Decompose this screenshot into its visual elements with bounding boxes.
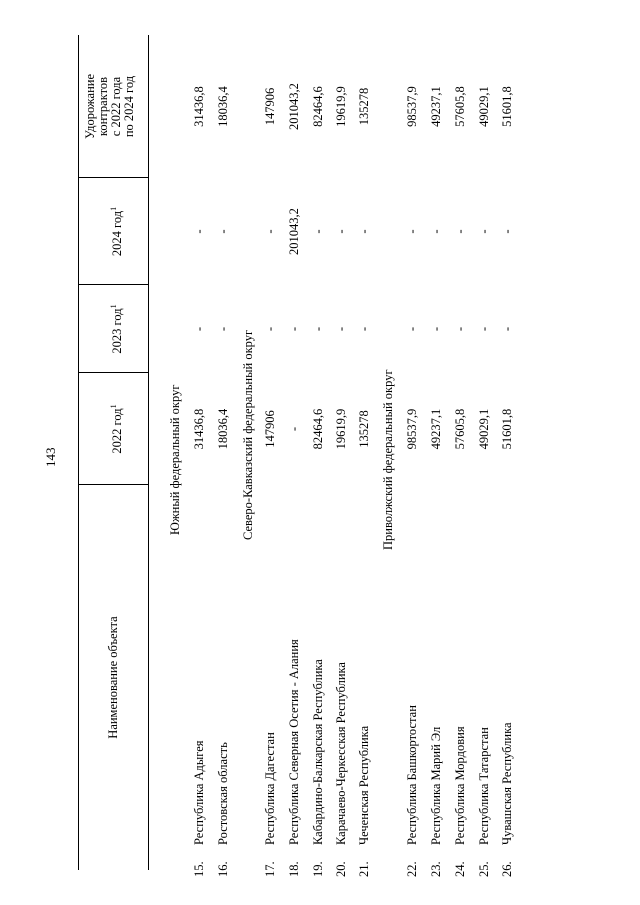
value-2022: 57605,8 — [453, 408, 467, 450]
row-number: 25. — [477, 861, 491, 877]
value-2022: 49029,1 — [477, 408, 491, 450]
value-2023: - — [192, 326, 206, 332]
value-2023: - — [216, 326, 230, 332]
object-name: Республика Северная Осетия - Алания — [287, 639, 301, 845]
footnote-mark: 1 — [109, 304, 118, 309]
row-number: 19. — [311, 861, 325, 877]
header-increase-line1: Удорожание — [83, 74, 97, 140]
value-increase: 147906 — [263, 87, 277, 126]
value-2022: 49237,1 — [429, 408, 443, 450]
value-2022: 18036,4 — [216, 408, 230, 450]
value-2022: 31436,8 — [192, 408, 206, 450]
row-number: 17. — [263, 861, 277, 877]
row-number: 21. — [357, 861, 371, 877]
section-volga: Приволжский федеральный округ — [381, 369, 395, 550]
table-row — [500, 0, 518, 905]
value-increase: 82464,6 — [311, 86, 325, 127]
object-name: Чеченская Республика — [357, 725, 371, 845]
value-increase: 201043,2 — [287, 83, 301, 130]
row-number: 26. — [500, 861, 514, 877]
value-increase: 51601,8 — [500, 86, 514, 127]
header-2024-text: 2024 год — [110, 210, 125, 257]
value-2022: 98537,9 — [405, 408, 419, 450]
value-2024: - — [405, 229, 419, 234]
value-2024: - — [453, 229, 467, 234]
section-north-caucasus: Северо-Кавказский федеральный округ — [241, 329, 255, 540]
row-number: 23. — [429, 861, 443, 877]
page-number: 143 — [43, 447, 58, 467]
value-2022: 147906 — [263, 410, 277, 448]
value-2024: - — [216, 229, 230, 234]
table-row — [334, 0, 352, 905]
value-increase: 49029,1 — [477, 86, 491, 127]
value-2022: 82464,6 — [311, 408, 325, 450]
value-2024: - — [192, 229, 206, 234]
value-2023: - — [311, 326, 325, 332]
object-name: Республика Татарстан — [477, 727, 491, 845]
value-increase: 31436,8 — [192, 86, 206, 127]
table-row — [311, 0, 329, 905]
value-2024: - — [334, 229, 348, 234]
value-2023: - — [334, 326, 348, 332]
value-2022: - — [287, 426, 301, 432]
table-row — [477, 0, 495, 905]
value-2023: - — [477, 326, 491, 332]
header-2022-text: 2022 год — [110, 408, 125, 454]
header-name-text: Наименование объекта — [106, 616, 120, 739]
footnote-mark: 1 — [109, 404, 118, 409]
object-name: Чувашская Республика — [500, 722, 514, 845]
value-2022: 135278 — [357, 410, 371, 448]
value-2024: - — [357, 229, 371, 234]
table-row — [429, 0, 447, 905]
value-2023: - — [500, 326, 514, 332]
object-name: Республика Адыгея — [192, 740, 206, 845]
value-2024: - — [429, 229, 443, 234]
value-increase: 18036,4 — [216, 86, 230, 127]
header-2024 — [107, 178, 124, 285]
value-increase: 57605,8 — [453, 86, 467, 127]
value-2023: - — [405, 326, 419, 332]
value-2023: - — [263, 326, 277, 332]
header-name — [107, 485, 120, 870]
footnote-mark: 1 — [109, 206, 118, 211]
table-row — [192, 0, 210, 905]
value-2024: - — [500, 229, 514, 234]
table-top-border — [78, 35, 79, 870]
value-increase: 135278 — [357, 87, 371, 126]
value-2023: - — [357, 326, 371, 332]
row-number: 20. — [334, 861, 348, 877]
header-increase-line2: контрактов — [96, 76, 110, 137]
value-2023: - — [429, 326, 443, 332]
header-2022 — [107, 373, 124, 485]
header-2023 — [107, 285, 124, 373]
object-name: Кабардино-Балкарская Республика — [311, 659, 325, 845]
object-name: Республика Башкортостан — [405, 705, 419, 845]
table-header-bottom-border — [148, 35, 149, 870]
row-number: 24. — [453, 861, 467, 877]
object-name: Республика Дагестан — [263, 732, 277, 845]
value-2023: - — [453, 326, 467, 332]
table-row — [263, 0, 281, 905]
row-number: 18. — [287, 861, 301, 877]
section-south: Южный федеральный округ — [168, 384, 182, 535]
value-2023: - — [287, 326, 301, 332]
header-increase-line3: с 2022 года — [109, 76, 123, 137]
header-increase-line4: по 2024 год — [122, 75, 136, 138]
header-increase — [84, 35, 136, 178]
value-2024: - — [311, 229, 325, 234]
value-increase: 49237,1 — [429, 86, 443, 127]
value-2022: 19619,9 — [334, 408, 348, 450]
table-row — [405, 0, 423, 905]
value-increase: 19619,9 — [334, 86, 348, 127]
row-number: 22. — [405, 861, 419, 877]
table-row — [287, 0, 305, 905]
header-2023-text: 2023 год — [110, 308, 125, 354]
value-2024: - — [263, 229, 277, 234]
object-name: Республика Марий Эл — [429, 726, 443, 845]
table-row — [453, 0, 471, 905]
value-2024: - — [477, 229, 491, 234]
table-row — [216, 0, 234, 905]
object-name: Республика Мордовия — [453, 726, 467, 845]
value-increase: 98537,9 — [405, 86, 419, 127]
table-row — [357, 0, 375, 905]
value-2022: 51601,8 — [500, 408, 514, 450]
row-number: 15. — [192, 861, 206, 877]
object-name: Карачаево-Черкесская Республика — [334, 662, 348, 845]
row-number: 16. — [216, 861, 230, 877]
value-2024: 201043,2 — [287, 208, 301, 255]
object-name: Ростовская область — [216, 742, 230, 845]
